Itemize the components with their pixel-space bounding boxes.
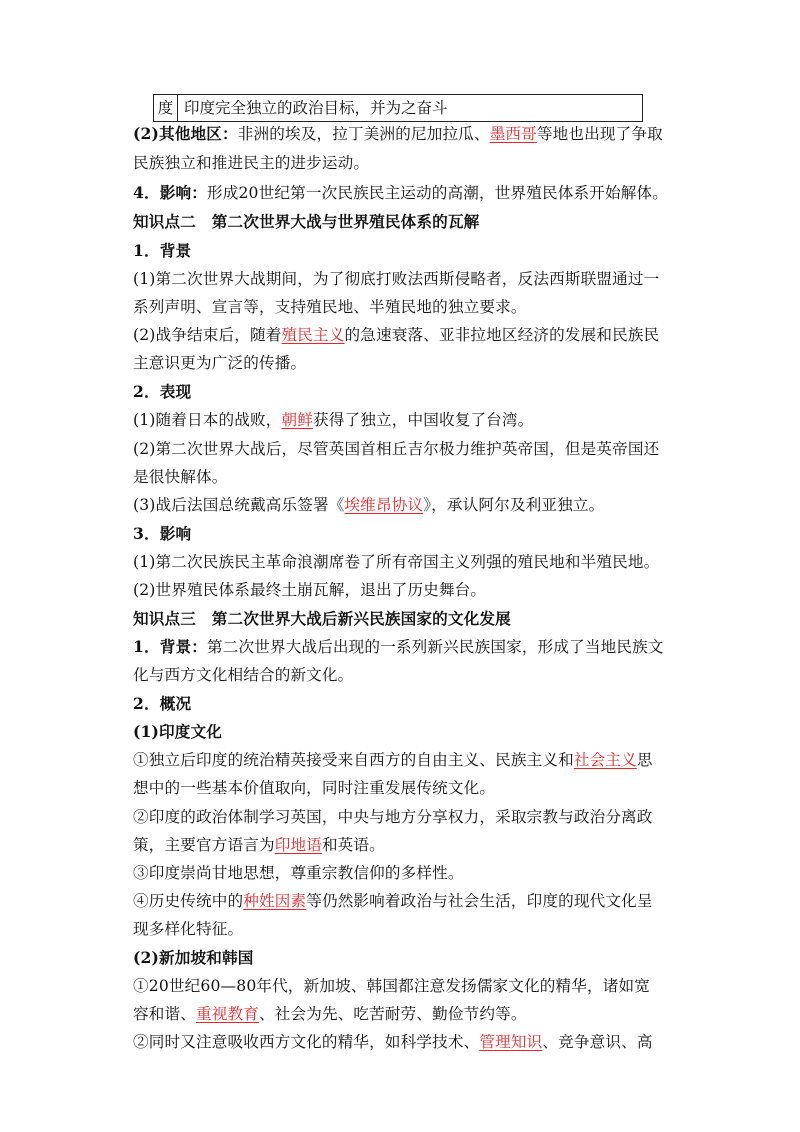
paragraph-line bbox=[133, 493, 604, 517]
keyword: 殖民主义 bbox=[281, 326, 345, 344]
keyword: 朝鲜 bbox=[281, 411, 313, 429]
subheading: 2．概况 bbox=[133, 694, 192, 713]
text: 容和谐、 bbox=[133, 1005, 196, 1023]
subheading: (2)新加坡和韩国 bbox=[133, 948, 254, 967]
subheading: 4．影响： bbox=[133, 183, 207, 202]
text: 和英语。 bbox=[321, 836, 385, 854]
subheading: (2)其他地区： bbox=[133, 124, 238, 143]
paragraph-line bbox=[133, 635, 664, 659]
paragraph-line: ①20世纪60—80年代，新加坡、韩国都注意发扬儒家文化的精华，诸如宽 bbox=[133, 977, 650, 995]
keyword: 重视教育 bbox=[195, 1005, 259, 1023]
text: 非洲的埃及，拉丁美洲的尼加拉瓜、 bbox=[237, 125, 490, 143]
subheading: (1)印度文化 bbox=[133, 722, 223, 741]
subheading: 3．影响 bbox=[133, 524, 192, 543]
text: 等仍然影响着政治与社会生活，印度的现代文化呈 bbox=[306, 892, 653, 910]
section-heading: 知识点三 第二次世界大战后新兴民族国家的文化发展 bbox=[133, 609, 511, 628]
paragraph-line: 想中的一些基本价值取向，同时注重发展传统文化。 bbox=[133, 779, 496, 797]
table-cell-text: 印度完全独立的政治目标，并为之奋斗 bbox=[184, 99, 448, 117]
paragraph-line: 现多样化特征。 bbox=[133, 920, 244, 938]
paragraph-line: 民族独立和推进民主的进步运动。 bbox=[133, 154, 370, 172]
keyword: 埃维昂协议 bbox=[344, 496, 424, 514]
text: 形成20世纪第一次民族民主运动的高潮，世界殖民体系开始解体。 bbox=[206, 184, 668, 202]
paragraph-line: 主意识更为广泛的传播。 bbox=[133, 354, 307, 372]
keyword: 墨西哥 bbox=[489, 125, 537, 143]
table-cell-label: 度 bbox=[154, 95, 178, 121]
paragraph-line: 是很快解体。 bbox=[133, 468, 228, 486]
paragraph-line: ②印度的政治体制学习英国，中央与地方分享权力，采取宗教与政治分离政 bbox=[133, 808, 653, 826]
text: (3)战后法国总统戴高乐签署《 bbox=[133, 496, 345, 514]
paragraph-line: (1)第二次民族民主革命浪潮席卷了所有帝国主义列强的殖民地和半殖民地。 bbox=[133, 553, 660, 571]
text: (1)随着日本的战败， bbox=[133, 411, 282, 429]
text: 思 bbox=[636, 751, 653, 769]
table-row bbox=[153, 94, 643, 122]
keyword: 种姓因素 bbox=[243, 892, 307, 910]
paragraph-line bbox=[133, 748, 653, 772]
paragraph-line: ③印度崇尚甘地思想，尊重宗教信仰的多样性。 bbox=[133, 864, 464, 882]
subheading: 2．表现 bbox=[133, 382, 192, 401]
subheading: 1．背景 bbox=[133, 241, 192, 260]
text: 等地也出现了争取 bbox=[536, 125, 663, 143]
text: ④历史传统中的 bbox=[133, 892, 244, 910]
paragraph-line bbox=[133, 323, 659, 347]
text: 的急速衰落、亚非拉地区经济的发展和民族民 bbox=[344, 326, 660, 344]
paragraph-line: 化与西方文化相结合的新文化。 bbox=[133, 666, 354, 684]
paragraph-other-regions bbox=[133, 122, 663, 146]
paragraph-line bbox=[133, 408, 533, 432]
text: (2)战争结束后，随着 bbox=[133, 326, 282, 344]
paragraph-line bbox=[133, 1030, 653, 1054]
paragraph-line: (1)第二次世界大战期间，为了彻底打败法西斯侵略者，反法西斯联盟通过一 bbox=[133, 270, 660, 288]
text: ①独立后印度的统治精英接受来自西方的自由主义、民族主义和 bbox=[133, 751, 574, 769]
text: 第二次世界大战后出现的一系列新兴民族国家，形成了当地民族文 bbox=[206, 638, 664, 656]
paragraph-line bbox=[133, 889, 653, 913]
paragraph-line bbox=[133, 833, 385, 857]
paragraph-line: 系列声明、宣言等，支持殖民地、半殖民地的独立要求。 bbox=[133, 298, 527, 316]
text: ②同时又注意吸收西方文化的精华，如科学技术、 bbox=[133, 1033, 480, 1051]
keyword: 社会主义 bbox=[573, 751, 637, 769]
text: 》，承认阿尔及利亚独立。 bbox=[423, 496, 605, 514]
text: 、社会为先、吃苦耐劳、勤俭节约等。 bbox=[258, 1005, 527, 1023]
section-heading: 知识点二 第二次世界大战与世界殖民体系的瓦解 bbox=[133, 212, 480, 231]
paragraph-line: (2)第二次世界大战后，尽管英国首相丘吉尔极力维护英帝国，但是英帝国还 bbox=[133, 440, 660, 458]
text: 策，主要官方语言为 bbox=[133, 836, 275, 854]
paragraph-line: (2)世界殖民体系最终土崩瓦解，退出了历史舞台。 bbox=[133, 581, 487, 599]
text: 、竞争意识、高 bbox=[542, 1033, 653, 1051]
paragraph-line bbox=[133, 1002, 527, 1026]
text: 获得了独立，中国收复了台湾。 bbox=[313, 411, 534, 429]
keyword: 印地语 bbox=[274, 836, 322, 854]
keyword: 管理知识 bbox=[479, 1033, 543, 1051]
paragraph-impact bbox=[133, 181, 668, 205]
subheading: 1．背景： bbox=[133, 637, 207, 656]
